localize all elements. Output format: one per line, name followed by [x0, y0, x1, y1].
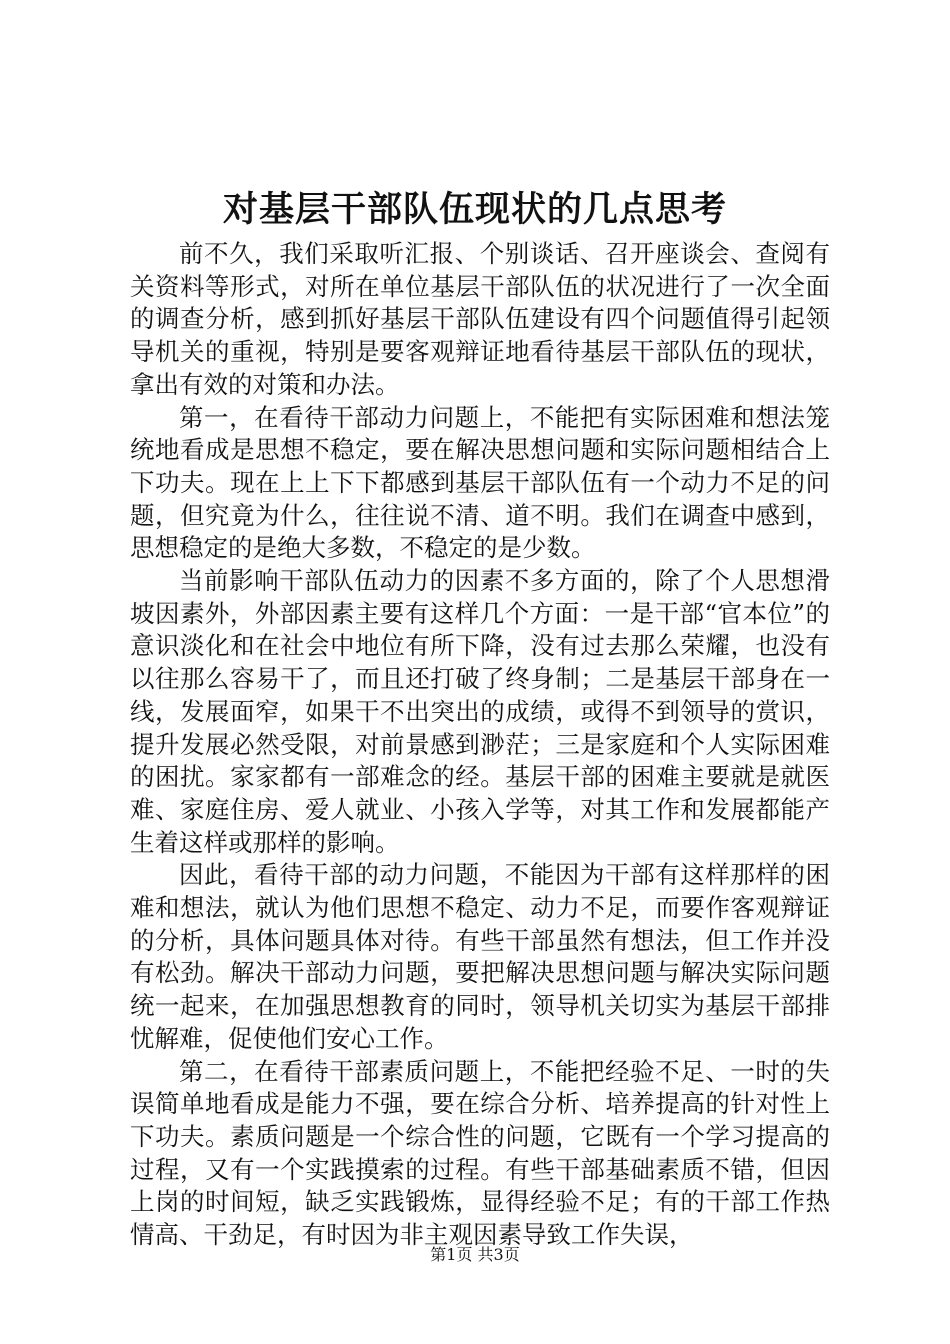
paragraph-motivation-factors: 当前影响干部队伍动力的因素不多方面的，除了个人思想滑坡因素外，外部因素主要有这样几个方面：一是干部“官本位”的意识淡化和在社会中地位有所下降，没有过去那么荣耀，也没有以往那么容易干了，而且还打破了终身制；二是基层干部身在一线，发展面窄，如果干不出突出的成绩，或得不到领导的赏识，提升发展必然受限，对前景感到渺茫；三是家庭和个人实际困难的困扰。家家都有一部难念的经。基层干部的困难主要就是就医难、家庭住房、爱人就业、小孩入学等，对其工作和发展都能产生着这样或那样的影响。: [130, 566, 830, 857]
document-title: 对基层干部队伍现状的几点思考: [222, 189, 727, 230]
document-body: [130, 238, 830, 1252]
paragraph-intro: 前不久，我们采取听汇报、个别谈话、召开座谈会、查阅有关资料等形式，对所在单位基层干部队伍的状况进行了一次全面的调查分析，感到抓好基层干部队伍建设有四个问题值得引起领导机关的重视，特别是要客观辩证地看待基层干部队伍的现状，拿出有效的对策和办法。: [130, 239, 830, 399]
paragraph-first-point: 第一，在看待干部动力问题上，不能把有实际困难和想法笼统地看成是思想不稳定，要在解决思想问题和实际问题相结合上下功夫。现在上上下下都感到基层干部队伍有一个动力不足的问题，但究竟为什么，往往说不清、道不明。我们在调查中感到，思想稳定的是绝大多数，不稳定的是少数。: [130, 402, 830, 563]
paragraph-conclusion-first: 因此，看待干部的动力问题，不能因为干部有这样那样的困难和想法，就认为他们思想不稳定、动力不足，而要作客观辩证的分析，具体问题具体对待。有些干部虽然有想法，但工作并没有松劲。解决干部动力问题，要把解决思想问题与解决实际问题统一起来，在加强思想教育的同时，领导机关切实为基层干部排忧解难，促使他们安心工作。: [130, 860, 830, 1053]
paragraph-second-point: 第二，在看待干部素质问题上，不能把经验不足、一时的失误简单地看成是能力不强，要在综合分析、培养提高的针对性上下功夫。素质问题是一个综合性的问题，它既有一个学习提高的过程，又有一个实践摸索的过程。有些干部基础素质不错，但因上岗的时间短，缺乏实践锻炼，显得经验不足；有的干部工作热情高、干劲足，有时因为非主观因素导致工作失误，: [130, 1056, 830, 1250]
page-number-footer: 第1页 共3页: [430, 1245, 520, 1264]
